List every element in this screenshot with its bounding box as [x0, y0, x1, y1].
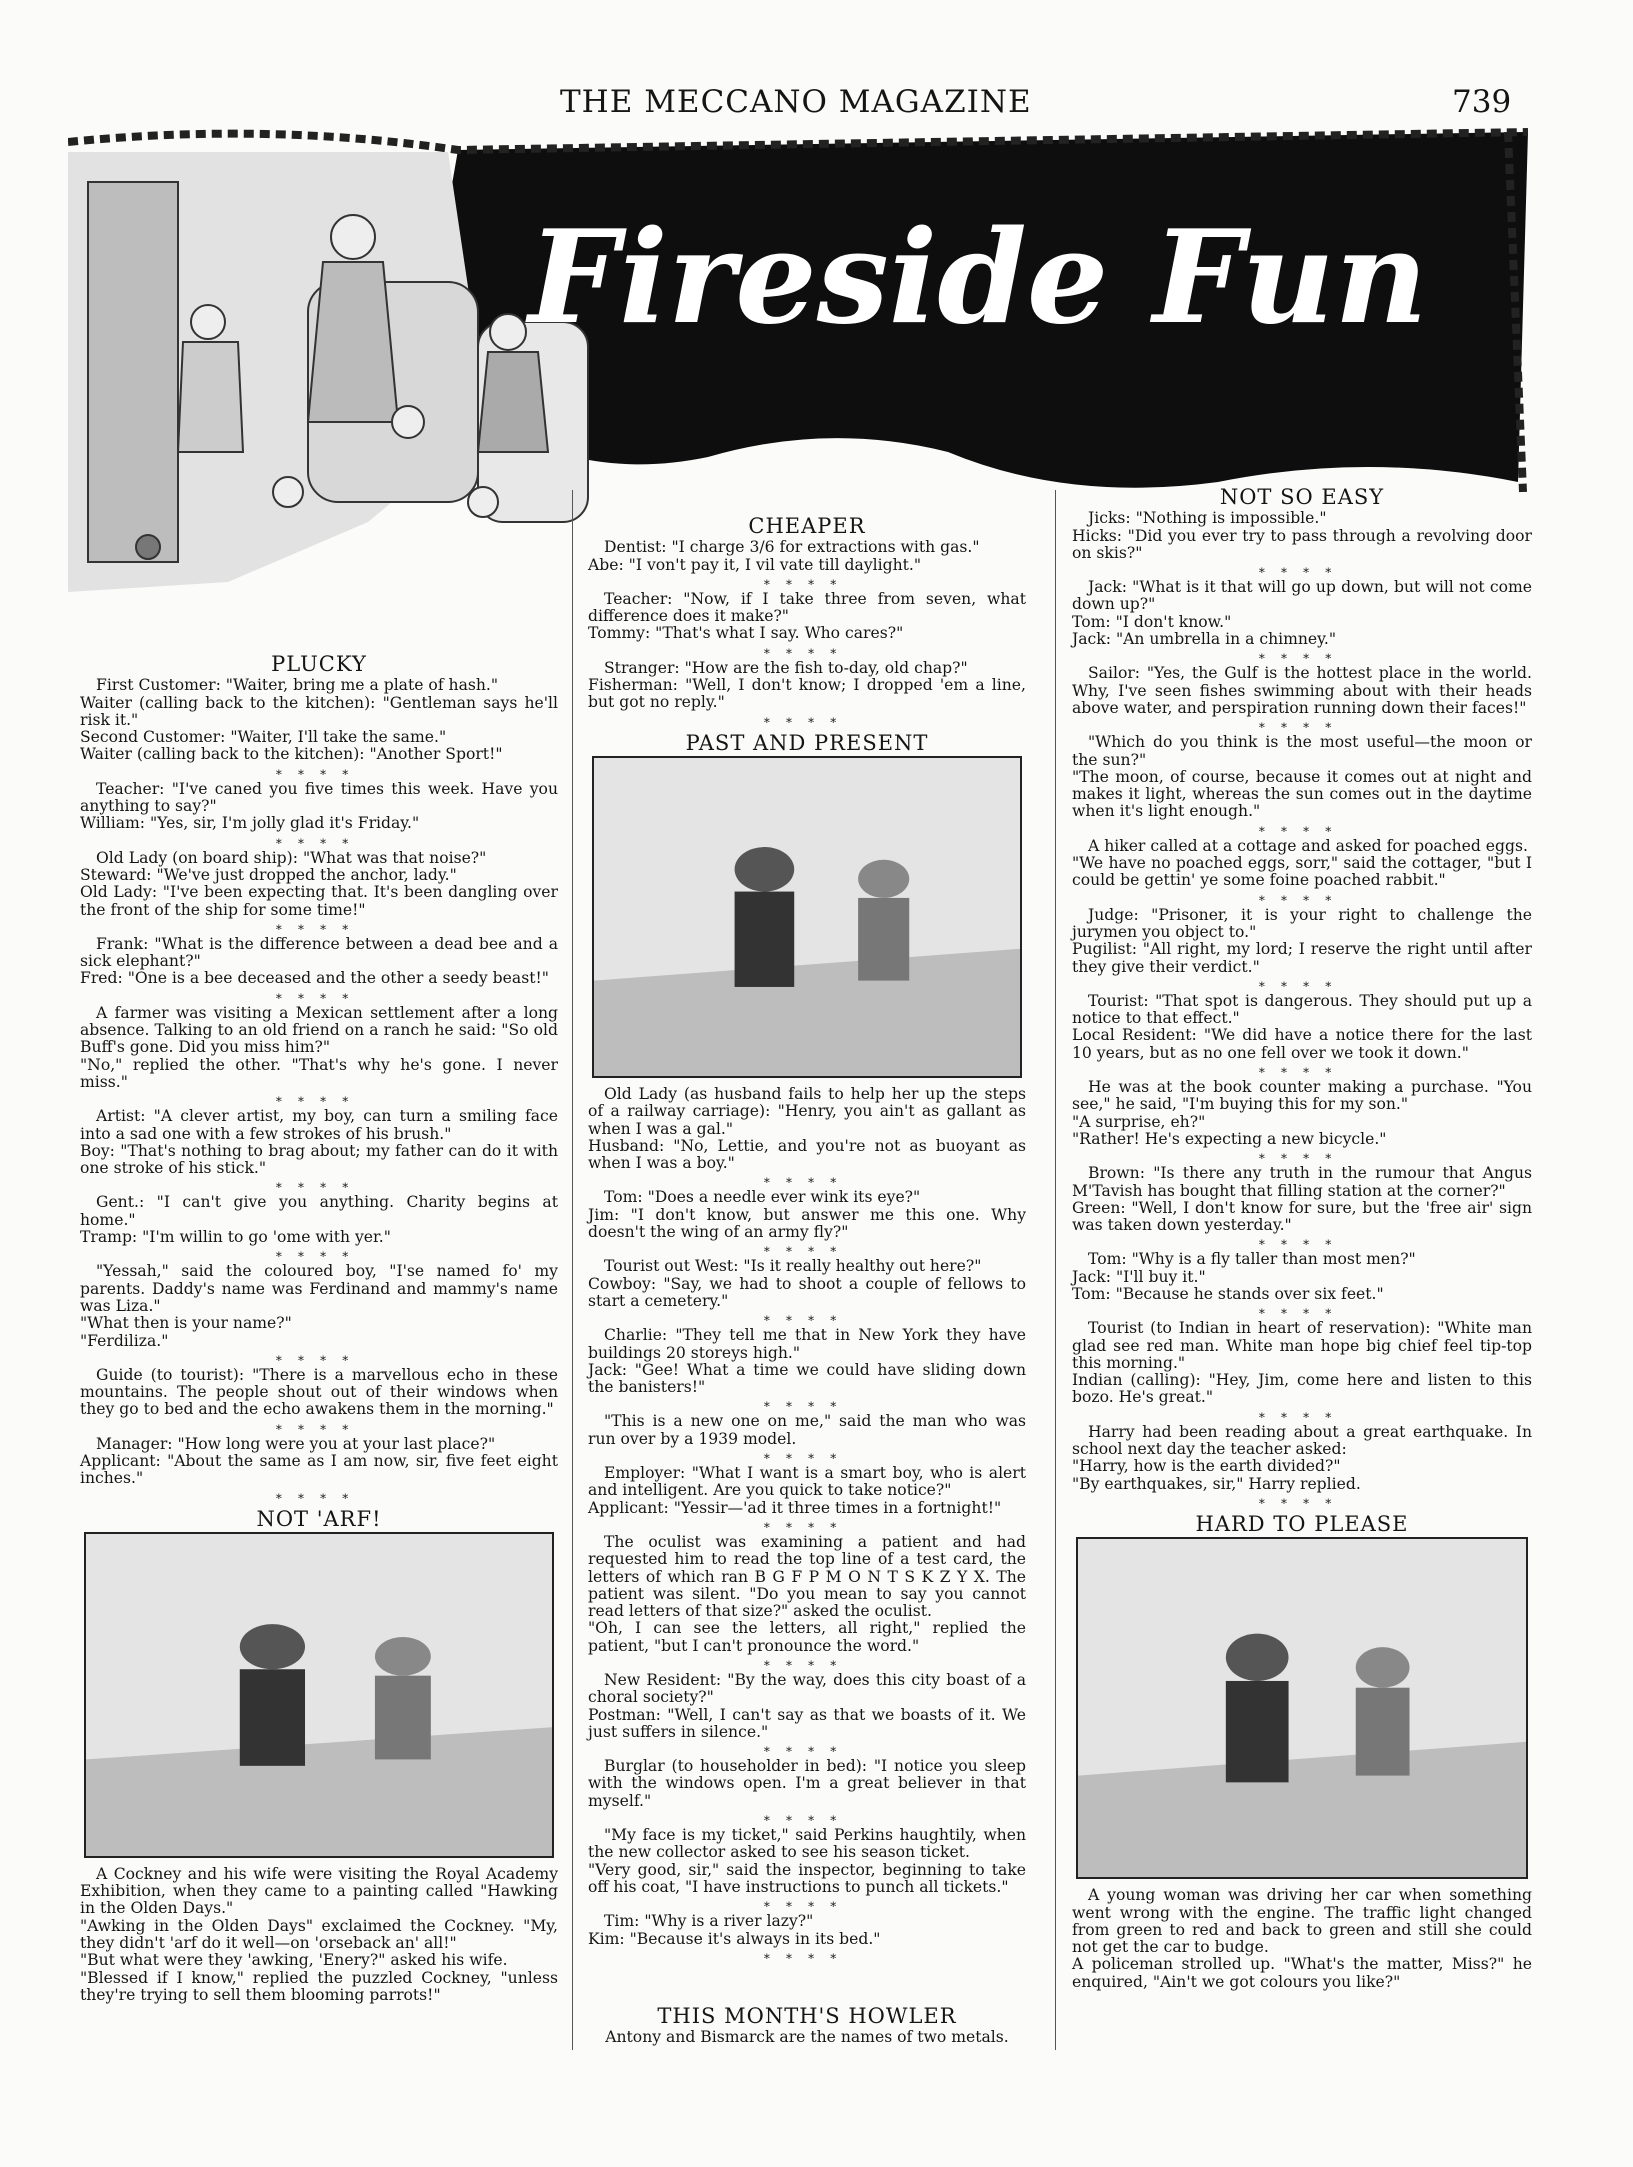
column-rule-1 — [572, 490, 573, 2050]
howler-text: Antony and Bismarck are the names of two metals. — [605, 2028, 1009, 2047]
joke-paragraph: A farmer was visiting a Mexican settlement after a long absence. Talking to an old friend on a ranch he said: "So old Buff's gone. Did you miss him?" "No," replied the other. "That's why he's gone. I never miss." — [80, 1003, 558, 1091]
star-separator: ∗∗∗∗ — [274, 1350, 364, 1365]
star-separator: ∗∗∗∗ — [762, 1897, 852, 1912]
joke-paragraph: Tom: "Does a needle ever wink its eye?" Jim: "I don't know, but answer me this one. Why doesn't the wing of an army fly?" — [588, 1188, 1026, 1242]
joke-paragraph: Dentist: "I charge 3/6 for extractions with gas." Abe: "I von't pay it, I vil vate till daylight." — [588, 538, 980, 574]
star-separator: ∗∗∗∗ — [1257, 890, 1347, 905]
section-heading: NOT 'ARF! — [256, 1506, 382, 1531]
joke-paragraph: Brown: "Is there any truth in the rumour that Angus M'Tavish has bought that filling station at the corner?" Green: "Well, I don't know for sure, but the 'free air' sign was taken down yesterday." — [1072, 1164, 1532, 1235]
column-left — [80, 650, 558, 2004]
banner-title: Fireside Fun — [528, 203, 1428, 353]
star-separator: ∗∗∗∗ — [274, 988, 364, 1003]
star-separator: ∗∗∗∗ — [1257, 821, 1347, 836]
joke-paragraph: Teacher: "I've caned you five times this week. Have you anything to say?" William: "Yes, sir, I'm jolly glad it's Friday." — [80, 779, 558, 833]
star-separator: ∗∗∗∗ — [762, 643, 852, 658]
joke-paragraph: Artist: "A clever artist, my boy, can turn a smiling face into a sad one with a few strokes of his brush." Boy: "That's nothing to brag about; my father can do it with one stroke of his stick." — [80, 1107, 558, 1178]
section-heading: PLUCKY — [271, 652, 367, 676]
joke-paragraph: Tourist out West: "Is it really healthy out here?" Cowboy: "Say, we had to shoot a couple of fellows to start a cemetery." — [588, 1257, 1026, 1310]
joke-paragraph: Old Lady (on board ship): "What was that noise?" Steward: "We've just dropped the anchor, lady." Old Lady: "I've been expecting that. It's been dangling over the front of the ship for some time!" — [80, 848, 558, 919]
cartoon-illustration — [1076, 1537, 1528, 1879]
running-head: THE MECCANO MAGAZINE — [560, 84, 1032, 120]
star-separator: ∗∗∗∗ — [762, 1311, 852, 1326]
joke-paragraph: Jicks: "Nothing is impossible." Hicks: "Did you ever try to pass through a revolving door on skis?" — [1072, 509, 1532, 562]
star-separator: ∗∗∗∗ — [1257, 1304, 1347, 1319]
joke-paragraph: Teacher: "Now, if I take three from seven, what difference does it make?" Tommy: "That's what I say. Who cares?" — [588, 589, 1026, 643]
joke-paragraph: New Resident: "By the way, does this city boast of a choral society?" Postman: "Well, I can't say as that we boasts of it. We just suffers in silence." — [588, 1670, 1026, 1741]
section-heading: NOT SO EASY — [1219, 485, 1385, 509]
joke-paragraph: Tourist: "That spot is dangerous. They should put up a notice to that effect." Local Resident: "We did have a notice there for the last 10 years, but as no one fell over we took it down." — [1072, 991, 1532, 1062]
joke-paragraph: A Cockney and his wife were visiting the Royal Academy Exhibition, when they came to a painting called "Hawking in the Olden Days." "Awking in the Olden Days" exclaimed the Cockney. "My, they didn't 'arf do it well—on 'orseback an' all!" "But what were they 'awking, 'Enery?" asked his wife. "Blessed if I know," replied the puzzled Cockney, "unless they're trying to sell them blooming parrots!" — [80, 1864, 558, 2004]
joke-paragraph: Manager: "How long were you at your last place?" Applicant: "About the same as I am now, sir, five feet eight inches." — [80, 1434, 558, 1488]
joke-paragraph: Jack: "What is it that will go up down, but will not come down up?" Tom: "I don't know." Jack: "An umbrella in a chimney." — [1072, 578, 1532, 649]
joke-paragraph: Tom: "Why is a fly taller than most men?" Jack: "I'll buy it." Tom: "Because he stands over six feet." — [1072, 1250, 1416, 1303]
star-separator: ∗∗∗∗ — [274, 1247, 364, 1262]
star-separator: ∗∗∗∗ — [762, 1742, 852, 1757]
joke-paragraph: "Which do you think is the most useful—the moon or the sun?" "The moon, of course, because it comes out at night and makes it light, whereas the sun comes out in the daytime when it's light enough." — [1072, 733, 1532, 821]
joke-paragraph: Harry had been reading about a great earthquake. In school next day the teacher asked: "Harry, how is the earth divided?" "By earthquakes, sir," Harry replied. — [1072, 1422, 1532, 1493]
joke-paragraph: Judge: "Prisoner, it is your right to challenge the jurymen you object to." Pugilist: "All right, my lord; I reserve the right until after they give their verdict." — [1072, 905, 1532, 976]
cartoon-illustration — [84, 1532, 554, 1858]
joke-paragraph: Employer: "What I want is a smart boy, who is alert and intelligent. Are you quick to take notice?" Applicant: "Yessir—'ad it three times in a fortnight!" — [588, 1464, 1026, 1517]
star-separator: ∗∗∗∗ — [1257, 1063, 1347, 1078]
cartoon-illustration — [592, 756, 1022, 1078]
joke-paragraph: Burglar (to householder in bed): "I notice you sleep with the windows open. I'm a great believer in that myself." — [588, 1757, 1026, 1810]
star-separator: ∗∗∗∗ — [274, 1419, 364, 1434]
joke-paragraph: Sailor: "Yes, the Gulf is the hottest place in the world. Why, I've seen fishes swimming about with their heads above water, and perspiration running down their faces!" — [1072, 664, 1532, 717]
joke-paragraph: "My face is my ticket," said Perkins haughtily, when the new collector asked to see his season ticket. "Very good, sir," said the inspector, beginning to take off his coat, "I have instructions to punch all tickets." — [588, 1826, 1026, 1896]
howler-box — [588, 2002, 1026, 2047]
star-separator: ∗∗∗∗ — [762, 1655, 852, 1670]
star-separator: ∗∗∗∗ — [274, 1488, 364, 1503]
star-separator: ∗∗∗∗ — [274, 764, 364, 779]
joke-paragraph: He was at the book counter making a purchase. "You see," he said, "I'm buying this for my son." "A surprise, eh?" "Rather! He's expecting a new bicycle." — [1072, 1078, 1532, 1148]
star-separator: ∗∗∗∗ — [762, 712, 852, 727]
joke-paragraph: First Customer: "Waiter, bring me a plate of hash." Waiter (calling back to the kitchen): "Gentleman says he'll risk it." Second Customer: "Waiter, I'll take the same." Waiter (calling back to the kitchen): "Another Sport!" — [80, 676, 558, 764]
column-middle — [588, 512, 1026, 1965]
howler-heading: THIS MONTH'S HOWLER — [657, 2004, 957, 2028]
star-separator: ∗∗∗∗ — [274, 833, 364, 848]
star-separator: ∗∗∗∗ — [762, 574, 852, 589]
column-right — [1072, 483, 1532, 1991]
section-heading: PAST AND PRESENT — [685, 730, 929, 755]
joke-paragraph: The oculist was examining a patient and had requested him to read the top line of a test card, the letters of which ran B G F P M O N T S K Z Y X. The patient was silent. "Do you mean to say you cannot read letters of that size?" asked the oculist. "Oh, I can see the letters, all right," replied the patient, "but I can't pronounce the word." — [588, 1532, 1026, 1655]
section-heading: CHEAPER — [748, 514, 866, 538]
joke-paragraph: Old Lady (as husband fails to help her up the steps of a railway carriage): "Henry, you ain't as gallant as when I was a gal." Husband: "No, Lettie, and you're not as buoyant as when I was a boy." — [588, 1084, 1026, 1173]
section-heading: HARD TO PLEASE — [1195, 1511, 1409, 1536]
star-separator: ∗∗∗∗ — [1257, 1235, 1347, 1250]
joke-paragraph: Tim: "Why is a river lazy?" Kim: "Because it's always in its bed." — [588, 1912, 881, 1948]
joke-paragraph: "Yessah," said the coloured boy, "I'se named fo' my parents. Daddy's name was Ferdinand and mammy's name was Liza." "What then is your name?" "Ferdiliza." — [80, 1262, 558, 1350]
joke-paragraph: Frank: "What is the difference between a dead bee and a sick elephant?" Fred: "One is a bee deceased and the other a seedy beast!" — [80, 934, 558, 988]
joke-paragraph: "This is a new one on me," said the man who was run over by a 1939 model. — [588, 1412, 1026, 1448]
joke-paragraph: Guide (to tourist): "There is a marvellous echo in these mountains. The people shout out of their windows when they go to bed and the echo awakens them in the morning." — [80, 1365, 558, 1419]
star-separator: ∗∗∗∗ — [762, 1811, 852, 1826]
star-separator: ∗∗∗∗ — [274, 1092, 364, 1107]
star-separator: ∗∗∗∗ — [274, 1178, 364, 1193]
star-separator: ∗∗∗∗ — [762, 1449, 852, 1464]
joke-paragraph: A young woman was driving her car when something went wrong with the engine. The traffic light changed from green to red and back to green and still she could not get the car to budge. A policeman strolled up. "What's the matter, Miss?" he enquired, "Ain't we got colours you like?" — [1072, 1886, 1532, 1991]
joke-paragraph: Tourist (to Indian in heart of reservation): "White man glad see red man. White man hope big chief feel tip-top this morning." Indian (calling): "Hey, Jim, come here and listen to this bozo. He's great." — [1072, 1319, 1532, 1407]
star-separator: ∗∗∗∗ — [762, 1242, 852, 1257]
joke-paragraph: Gent.: "I can't give you anything. Charity begins at home." Tramp: "I'm willin to go 'ome with yer." — [80, 1193, 558, 1247]
star-separator: ∗∗∗∗ — [1257, 1149, 1347, 1164]
column-rule-2 — [1055, 490, 1056, 2050]
joke-paragraph: Charlie: "They tell me that in New York they have buildings 20 storeys high." Jack: "Gee! What a time we could have sliding down the banisters!" — [588, 1326, 1026, 1397]
joke-paragraph: Stranger: "How are the fish to-day, old chap?" Fisherman: "Well, I don't know; I dropped 'em a line, but got no reply." — [588, 658, 1026, 712]
star-separator: ∗∗∗∗ — [762, 1948, 852, 1963]
star-separator: ∗∗∗∗ — [1257, 1493, 1347, 1508]
star-separator: ∗∗∗∗ — [1257, 1407, 1347, 1422]
joke-paragraph: A hiker called at a cottage and asked for poached eggs. "We have no poached eggs, sorr," said the cottager, "but I could be gettin' ye some foine poached rabbit." — [1072, 836, 1532, 890]
star-separator: ∗∗∗∗ — [1257, 649, 1347, 664]
star-separator: ∗∗∗∗ — [1257, 563, 1347, 578]
star-separator: ∗∗∗∗ — [1257, 976, 1347, 991]
star-separator: ∗∗∗∗ — [762, 1517, 852, 1532]
star-separator: ∗∗∗∗ — [762, 1173, 852, 1188]
page-number: 739 — [1452, 84, 1512, 120]
star-separator: ∗∗∗∗ — [274, 919, 364, 934]
star-separator: ∗∗∗∗ — [1257, 718, 1347, 733]
star-separator: ∗∗∗∗ — [762, 1397, 852, 1412]
